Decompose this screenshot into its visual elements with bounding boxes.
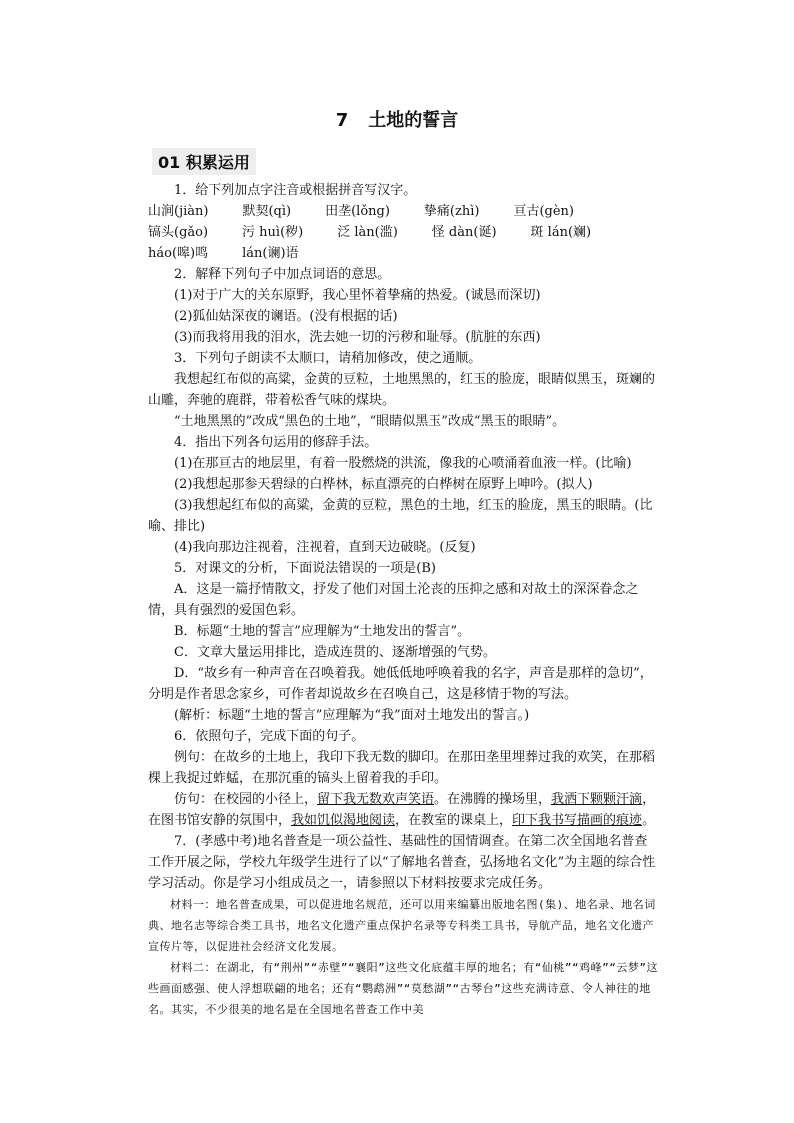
q3-answer: “土地黑黑的”改成“黑色的土地”，“眼睛似黑玉”改成“黑玉的眼睛”。 — [174, 414, 566, 429]
q5-analysis: (解析：标题“土地的誓言”应理解为“我”面对土地发出的誓言。) — [174, 708, 530, 723]
section-heading: 01 积累运用 — [152, 148, 256, 175]
q2-stem: 2．解释下列句子中加点词语的意思。 — [174, 267, 391, 282]
pinyin-row-1 — [148, 201, 658, 222]
q2-item: (1)对于广大的关东原野，我心里怀着挚痛的热爱。(诚恳而深切) — [174, 288, 541, 303]
answer-underline: 印下我书写描画的痕迹 — [512, 813, 643, 828]
material-two: 材料二：在湖北，有“荆州”“赤壁”“襄阳”这些文化底蕴丰厚的地名；有“仙桃”“鸡峰”“云梦”这些画面感强、使人浮想联翩的地名；还有“鹦鹉洲”“莫愁湖”“古琴台”这些充满诗意、令人神往的地名。其实，不少很美的地名是在全国地名普查工作中美 — [148, 961, 658, 1016]
q5-option-d: D．“故乡有一种声音在召唤着我。她低低地呼唤着我的名字，声音是那样的急切”，分明是作者思念家乡，可作者却说故乡在召唤自己，这是移情于物的写法。 — [148, 666, 653, 702]
text-run: ，在教室的课桌上， — [395, 813, 513, 828]
pinyin-item: 田垄(lǒng) — [325, 204, 390, 219]
pinyin-item: 挚痛(zhì) — [423, 204, 480, 219]
q3-stem: 3．下列句子朗读不太顺口，请稍加修改，使之通顺。 — [174, 351, 482, 366]
answer-underline: 留下我无数欢声笑语 — [317, 792, 435, 807]
pinyin-item: 默契(qì) — [242, 204, 292, 219]
answer-underline: 我洒下颗颗汗滴 — [551, 792, 643, 807]
lesson-title — [0, 106, 794, 132]
q4-item: (2)我想起那参天碧绿的白桦林，标直漂亮的白桦树在原野上呻吟。(拟人) — [174, 477, 593, 492]
q5-option-c: C．文章大量运用排比，造成连贯的、逐渐增强的气势。 — [174, 645, 496, 660]
pinyin-item: 泛 làn(滥) — [337, 225, 398, 240]
lesson-name: 土地的誓言 — [368, 110, 459, 131]
q6-example: 例句：在故乡的土地上，我印下我无数的脚印。在那田垄里埋葬过我的欢笑，在那稻棵上我捉过蚱蜢，在那沉重的镐头上留着我的手印。 — [148, 750, 656, 786]
pinyin-item: 镐头(gǎo) — [148, 225, 209, 240]
q5-stem: 5．对课文的分析，下面说法错误的一项是(B) — [174, 561, 436, 576]
text-run: 。 — [642, 813, 656, 828]
text-run: 仿句：在校园的小径上， — [174, 792, 318, 807]
q7-stem: 7．(孝感中考)地名普查是一项公益性、基础性的国情调查。在第二次全国地名普查工作开展之际，学校九年级学生进行了以“了解地名普查，弘扬地名文化”为主题的综合性学习活动。你是学习小组成员之一，请参照以下材料按要求完成任务。 — [148, 834, 656, 891]
q6-stem: 6．依照句子，完成下面的句子。 — [174, 729, 365, 744]
pinyin-item: 斑 lán(斓) — [530, 225, 592, 240]
q5-option-a: A．这是一篇抒情散文，抒发了他们对国土沦丧的压抑之感和对故土的深深眷念之情，具有强烈的爱国色彩。 — [148, 582, 639, 618]
q6-imitation — [148, 789, 658, 831]
pinyin-item: 亘古(gèn) — [513, 204, 574, 219]
text-run: ，在图书馆安静的氛围中， — [148, 792, 656, 828]
text-run: 。在沸腾的操场里， — [434, 792, 552, 807]
q1-stem: 1．给下列加点字注音或根据拼音写汉字。 — [174, 183, 417, 198]
q4-item: (3)我想起红布似的高粱，金黄的豆粒，黑色的土地，红玉的脸庞，黑玉的眼睛。(比喻、排比) — [148, 498, 653, 534]
q5-option-b: B．标题“土地的誓言”应理解为“土地发出的誓言”。 — [174, 624, 471, 639]
pinyin-item: lán(谰)语 — [242, 246, 299, 261]
lesson-number: 7 — [335, 110, 349, 131]
pinyin-item: 怪 dàn(诞) — [431, 225, 497, 240]
q3-text: 我想起红布似的高粱，金黄的豆粒，土地黑黑的，红玉的脸庞，眼睛似黑玉，斑斓的山雕，奔驰的鹿群，带着松香气味的煤块。 — [148, 372, 656, 408]
q4-item: (1)在那亘古的地层里，有着一股燃烧的洪流，像我的心喷涌着血液一样。(比喻) — [174, 456, 632, 471]
pinyin-item: 山涧(jiàn) — [148, 204, 209, 219]
pinyin-item: 污 huì(秽) — [242, 225, 304, 240]
exercise-content — [148, 180, 658, 1020]
pinyin-row-2 — [148, 222, 658, 243]
answer-underline: 我如饥似渴地阅读 — [291, 813, 396, 828]
material-one: 材料一：地名普查成果，可以促进地名规范，还可以用来编纂出版地名图(集)、地名录、地名词典、地名志等综合类工具书，地名文化遗产重点保护名录等专科类工具书，导航产品，地名文化遗产宣传片等，以促进社会经济文化发展。 — [148, 898, 656, 953]
q4-stem: 4．指出下列各句运用的修辞手法。 — [174, 435, 378, 450]
q2-item: (2)狐仙姑深夜的谰语。(没有根据的话) — [174, 309, 398, 324]
q4-item: (4)我向那边注视着，注视着，直到天边破晓。(反复) — [174, 540, 476, 555]
pinyin-row-3 — [148, 243, 658, 264]
pinyin-item: háo(嗥)鸣 — [148, 246, 209, 261]
q2-item: (3)而我将用我的泪水，洗去她一切的污秽和耻辱。(肮脏的东西) — [174, 330, 541, 345]
